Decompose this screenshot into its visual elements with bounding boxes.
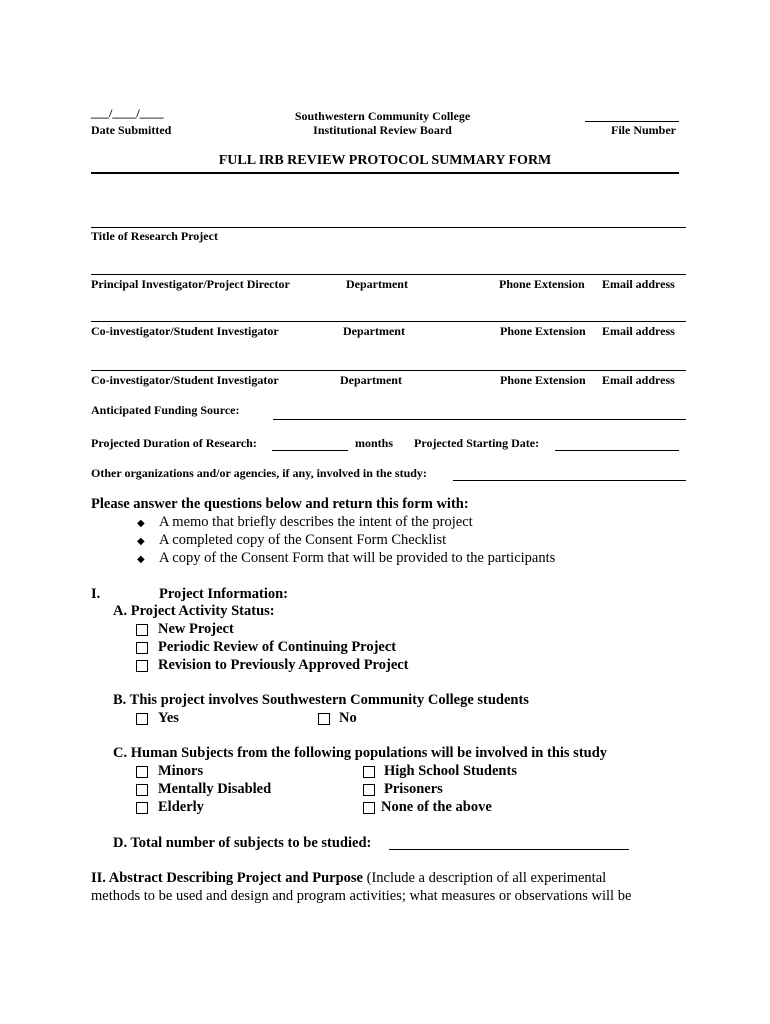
instruction-item: A memo that briefly describes the intent of the project	[159, 514, 473, 530]
start-date-label: Projected Starting Date:	[414, 436, 540, 450]
coinv1-email-label: Email address	[602, 324, 675, 338]
duration-label: Projected Duration of Research:	[91, 436, 257, 450]
students-yes-checkbox[interactable]	[136, 713, 148, 725]
coinv2-email-label: Email address	[602, 373, 675, 387]
diamond-bullet-icon: ◆	[137, 554, 145, 565]
start-date-field[interactable]	[555, 450, 679, 451]
new-project-label: New Project	[158, 621, 234, 637]
total-subjects-field[interactable]	[389, 849, 629, 850]
section1-b-title: B. This project involves Southwestern Community College students	[113, 692, 529, 708]
coinv1-field-line[interactable]	[91, 321, 686, 322]
other-orgs-field[interactable]	[453, 480, 686, 481]
coinv1-phone-label: Phone Extension	[500, 324, 586, 338]
section1-a-title: A. Project Activity Status:	[113, 603, 275, 619]
pi-email-label: Email address	[602, 277, 675, 291]
instruction-item: A copy of the Consent Form that will be provided to the participants	[159, 550, 556, 566]
pi-label: Principal Investigator/Project Director	[91, 277, 290, 291]
pi-field-line[interactable]	[91, 274, 686, 275]
coinv1-label: Co-investigator/Student Investigator	[91, 324, 279, 338]
mentally-disabled-label: Mentally Disabled	[158, 781, 272, 797]
high-school-students-label: High School Students	[384, 763, 517, 779]
pi-department-label: Department	[346, 277, 408, 291]
none-of-the-above-checkbox[interactable]	[363, 802, 375, 814]
duration-field[interactable]	[272, 450, 348, 451]
section1-c-title: C. Human Subjects from the following populations will be involved in this study	[113, 745, 608, 761]
section2-text-line2: methods to be used and design and program activities; what measures or observations will be	[91, 888, 632, 904]
date-submitted-label: Date Submitted	[91, 123, 172, 137]
board-name: Institutional Review Board	[313, 123, 452, 137]
students-no-label: No	[339, 710, 357, 726]
other-orgs-label: Other organizations and/or agencies, if any, involved in the study:	[91, 466, 427, 480]
high-school-students-checkbox[interactable]	[363, 766, 375, 778]
form-title: FULL IRB REVIEW PROTOCOL SUMMARY FORM	[218, 153, 552, 168]
title-of-research-label: Title of Research Project	[91, 229, 218, 243]
coinv2-label: Co-investigator/Student Investigator	[91, 373, 279, 387]
funding-field[interactable]	[273, 419, 686, 420]
diamond-bullet-icon: ◆	[137, 536, 145, 547]
months-label: months	[355, 436, 394, 450]
minors-checkbox[interactable]	[136, 766, 148, 778]
mentally-disabled-checkbox[interactable]	[136, 784, 148, 796]
revision-label: Revision to Previously Approved Project	[158, 657, 409, 673]
diamond-bullet-icon: ◆	[137, 518, 145, 529]
instruction-item: A completed copy of the Consent Form Checklist	[159, 532, 447, 548]
file-number-label: File Number	[611, 123, 676, 137]
section2-text-line1: (Include a description of all experimental	[363, 870, 607, 886]
title-underline	[91, 172, 679, 174]
file-number-field[interactable]	[585, 121, 679, 122]
section1-title: Project Information:	[159, 586, 288, 602]
coinv2-phone-label: Phone Extension	[500, 373, 586, 387]
section2-heading: II. Abstract Describing Project and Purpose	[91, 870, 363, 886]
minors-label: Minors	[158, 763, 204, 779]
elderly-label: Elderly	[158, 799, 204, 815]
prisoners-label: Prisoners	[384, 781, 443, 797]
new-project-checkbox[interactable]	[136, 624, 148, 636]
students-yes-label: Yes	[158, 710, 179, 726]
periodic-review-label: Periodic Review of Continuing Project	[158, 639, 397, 655]
college-name: Southwestern Community College	[294, 109, 471, 123]
section1-d-title: D. Total number of subjects to be studied:	[113, 835, 372, 851]
instructions-heading: Please answer the questions below and return this form with:	[91, 496, 469, 512]
revision-checkbox[interactable]	[136, 660, 148, 672]
students-no-checkbox[interactable]	[318, 713, 330, 725]
pi-phone-label: Phone Extension	[499, 277, 585, 291]
date-blank[interactable]: ___/____/____	[91, 106, 164, 120]
funding-label: Anticipated Funding Source:	[91, 403, 240, 417]
periodic-review-checkbox[interactable]	[136, 642, 148, 654]
coinv2-department-label: Department	[340, 373, 402, 387]
coinv2-field-line[interactable]	[91, 370, 686, 371]
title-field-line[interactable]	[91, 227, 686, 228]
coinv1-department-label: Department	[343, 324, 405, 338]
prisoners-checkbox[interactable]	[363, 784, 375, 796]
section2-paragraph	[91, 870, 606, 887]
none-of-the-above-label: None of the above	[381, 799, 492, 815]
section1-numeral: I.	[91, 586, 101, 602]
elderly-checkbox[interactable]	[136, 802, 148, 814]
